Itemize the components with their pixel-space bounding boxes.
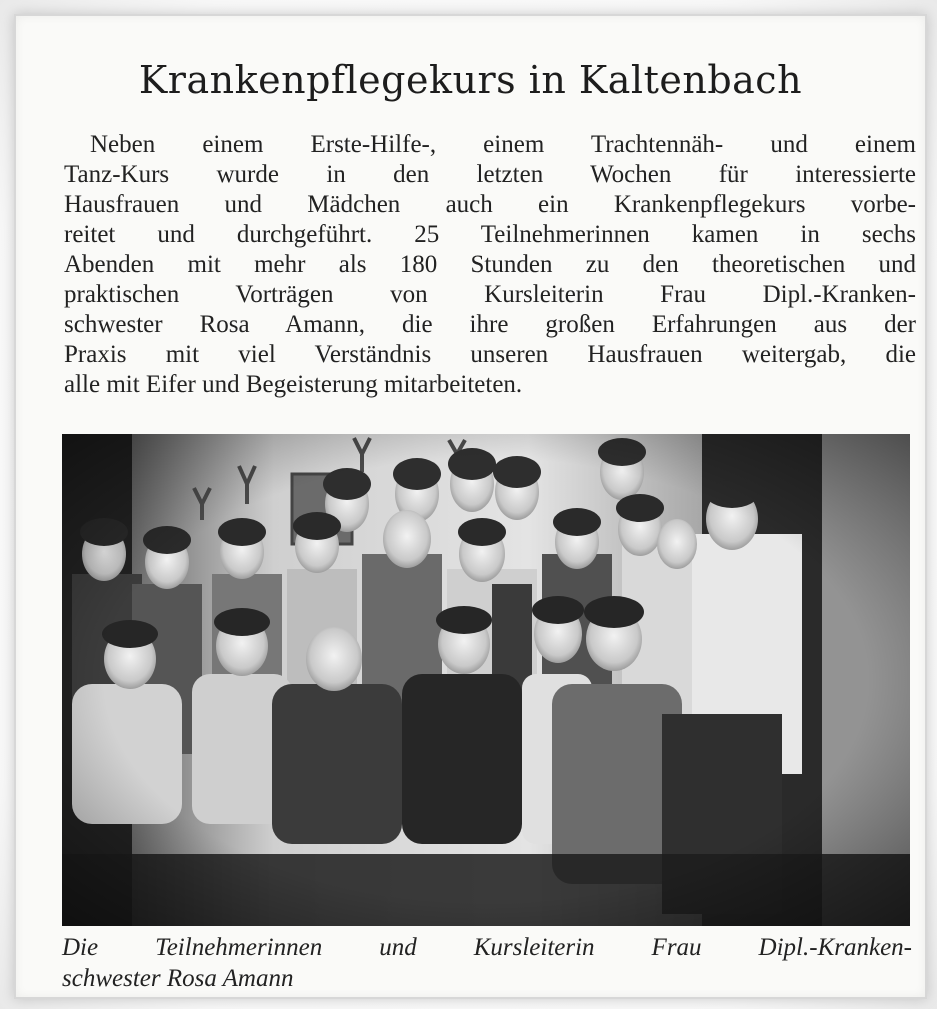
article-title: Krankenpflegekurs in Kaltenbach [138,58,803,102]
body-line: alle mit Eifer und Begeisterung mitarbeiteten. [64,371,523,398]
body-line: Abenden mit mehr als 180 Stunden zu den theoretischen und [64,251,916,278]
body-line: Praxis mit viel Verständnis unseren Hausfrauen weitergab, die [64,341,916,368]
body-line: schwester Rosa Amann, die ihre großen Erfahrungen aus der [64,311,916,338]
article-body [64,130,916,400]
body-line: reitet und durchgeführt. 25 Teilnehmerinnen kamen in sechs [64,221,916,248]
body-line: Neben einem Erste-Hilfe-, einem Trachtennäh- und einem [90,131,916,158]
photo-caption [62,932,912,994]
body-line: praktischen Vorträgen von Kursleiterin Frau Dipl.-Kranken- [64,281,916,308]
caption-line: Die Teilnehmerinnen und Kursleiterin Frau Dipl.-Kranken- [62,934,912,961]
clipping-frame [14,14,927,999]
body-line: Tanz-Kurs wurde in den letzten Wochen für interessierte [64,161,916,188]
group-photo [62,434,910,926]
photo-vignette [62,434,910,926]
body-line: Hausfrauen und Mädchen auch ein Krankenpflegekurs vorbe- [64,191,916,218]
caption-line: schwester Rosa Amann [62,965,294,992]
